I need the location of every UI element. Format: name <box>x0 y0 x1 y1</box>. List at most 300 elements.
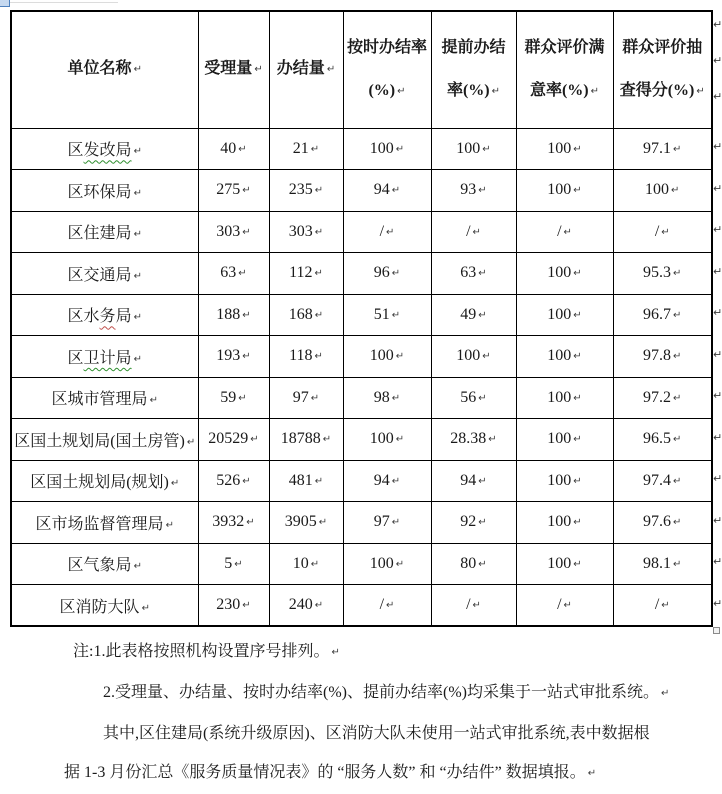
paragraph-mark: ↵ <box>310 558 320 570</box>
column-header-line: 按时办结率 <box>346 38 427 56</box>
cell-early-rate <box>431 377 516 419</box>
table-row <box>11 460 712 502</box>
paragraph-mark: ↵ <box>573 143 582 155</box>
cell-ontime-rate <box>343 294 431 336</box>
cell-satisfaction <box>516 170 613 212</box>
paragraph-mark: ↵ <box>234 558 243 570</box>
cell-value: 97 <box>373 513 390 531</box>
paragraph-mark: ↵ <box>573 475 582 487</box>
cell-value: 100 <box>547 181 572 199</box>
cell-value: 100 <box>547 264 572 282</box>
paragraph-mark: ↵ <box>478 268 487 280</box>
paragraph-mark: ↵ <box>713 513 722 527</box>
column-header-unit-name <box>11 11 198 128</box>
unit-name-text: 区国土规划局(国土房管) <box>14 432 185 450</box>
column-header-line: 群众评价抽 <box>622 38 703 56</box>
cell-ontime-rate <box>343 170 431 212</box>
cell-accepted <box>198 377 269 419</box>
cell-value: 193 <box>216 347 241 365</box>
cell-value: 92 <box>460 513 477 531</box>
paragraph-mark: ↵ <box>696 85 705 97</box>
cell-early-rate <box>431 294 516 336</box>
column-header-completed <box>269 11 343 128</box>
table-row <box>11 502 712 544</box>
unit-name-text: 发改局 <box>83 142 132 160</box>
paragraph-mark: ↵ <box>488 434 497 446</box>
paragraph-mark: ↵ <box>326 64 336 76</box>
cell-value: 481 <box>288 471 313 489</box>
paragraph-mark: ↵ <box>482 351 491 363</box>
cell-value: 97.1 <box>643 139 672 157</box>
unit-name-text: 务 <box>99 308 116 326</box>
cell-value: 100 <box>547 347 572 365</box>
unit-name-text: 卫计局 <box>83 349 132 367</box>
column-header-line: 查得分(%) ↵ <box>619 81 705 99</box>
cell-spotcheck-score <box>613 211 712 253</box>
paragraph-mark: ↵ <box>713 181 722 195</box>
paragraph-mark: ↵ <box>587 768 597 779</box>
paragraph-mark: ↵ <box>242 600 251 611</box>
unit-name-text: 区市场监督管理局 <box>35 515 164 533</box>
cell-completed <box>269 460 343 502</box>
paragraph-mark: ↵ <box>713 18 722 31</box>
cell-unit-name <box>11 170 198 212</box>
cell-completed <box>269 419 343 461</box>
cell-early-rate <box>431 170 516 212</box>
paragraph-mark: ↵ <box>661 226 670 238</box>
paragraph-mark: ↵ <box>590 85 600 97</box>
cell-value: 97.6 <box>643 513 672 531</box>
cell-unit-name <box>11 294 198 336</box>
cell-value: 56 <box>460 388 477 406</box>
cell-satisfaction <box>516 502 613 544</box>
paragraph-mark: ↵ <box>149 395 158 407</box>
cell-spotcheck-score <box>613 543 712 585</box>
cell-value: / <box>379 222 385 240</box>
footnote-line <box>0 753 722 794</box>
paragraph-mark: ↵ <box>713 140 722 153</box>
paragraph-mark: ↵ <box>478 309 487 321</box>
paragraph-mark: ↵ <box>713 223 722 236</box>
paragraph-mark: ↵ <box>573 351 582 363</box>
cell-accepted <box>198 543 269 585</box>
unit-name-text: 区 <box>67 142 84 160</box>
cell-value: 97 <box>292 388 309 406</box>
paragraph-mark: ↵ <box>673 517 682 529</box>
column-header-line: 单位名称 ↵ <box>67 60 142 78</box>
paragraph-mark: ↵ <box>238 392 247 404</box>
paragraph-mark: ↵ <box>322 434 332 446</box>
cell-value: 100 <box>369 139 394 157</box>
paragraph-mark: ↵ <box>395 434 405 446</box>
cell-completed <box>269 543 343 585</box>
paragraph-mark: ↵ <box>314 475 324 487</box>
cell-value: / <box>557 222 562 240</box>
cell-satisfaction <box>516 419 613 461</box>
cell-ontime-rate <box>343 502 431 544</box>
cell-value: 100 <box>369 430 394 448</box>
cell-accepted <box>198 253 269 295</box>
cell-unit-name <box>11 377 198 419</box>
column-header-line: (%) ↵ <box>368 81 406 99</box>
cell-unit-name <box>11 585 198 627</box>
cell-accepted <box>198 211 269 253</box>
unit-name-text: 局 <box>115 308 132 326</box>
cell-accepted <box>198 128 269 170</box>
cell-satisfaction <box>516 211 613 253</box>
cell-early-rate <box>431 128 516 170</box>
cell-value: 94 <box>373 181 390 199</box>
paragraph-mark: ↵ <box>573 309 582 321</box>
cell-unit-name <box>11 460 198 502</box>
table-row <box>11 377 712 419</box>
table-row <box>11 294 712 336</box>
paragraph-mark: ↵ <box>391 268 401 280</box>
column-header-line: 群众评价满 <box>524 38 605 56</box>
paragraph-mark: ↵ <box>673 351 682 363</box>
paragraph-mark: ↵ <box>673 392 682 404</box>
paragraph-mark: ↵ <box>133 270 142 282</box>
cell-value: 100 <box>547 430 572 448</box>
cell-spotcheck-score <box>613 253 712 295</box>
cell-completed <box>269 128 343 170</box>
cell-completed <box>269 336 343 378</box>
cell-value: 112 <box>289 264 313 282</box>
cell-unit-name <box>11 211 198 253</box>
paragraph-mark: ↵ <box>395 558 405 570</box>
paragraph-mark: ↵ <box>310 392 320 404</box>
paragraph-mark: ↵ <box>242 309 251 321</box>
cell-early-rate <box>431 211 516 253</box>
column-header-line: 提前办结 <box>441 38 506 56</box>
paragraph-mark: ↵ <box>391 309 401 321</box>
paragraph-mark: ↵ <box>242 475 251 487</box>
table-row <box>11 419 712 461</box>
cell-value: 275 <box>216 181 241 199</box>
cell-completed <box>269 585 343 627</box>
cell-value: / <box>557 596 562 613</box>
paragraph-mark: ↵ <box>713 555 722 568</box>
cell-value: 20529 <box>208 430 249 448</box>
paragraph-mark: ↵ <box>472 226 481 238</box>
paragraph-mark: ↵ <box>238 268 247 280</box>
table-header-row <box>11 11 712 128</box>
footnote-text: 据 1-3 月份汇总《服务质量情况表》的 “服务人数” 和 “办结件” 数据填报。 <box>64 764 586 781</box>
cell-completed <box>269 294 343 336</box>
table-row <box>11 128 712 170</box>
paragraph-mark: ↵ <box>713 54 722 67</box>
cell-completed <box>269 377 343 419</box>
cell-value: / <box>466 222 471 240</box>
unit-name-text: 区水 <box>67 308 100 326</box>
cell-value: 100 <box>369 347 394 365</box>
cell-spotcheck-score <box>613 128 712 170</box>
cell-satisfaction <box>516 128 613 170</box>
paragraph-mark: ↵ <box>246 517 255 529</box>
paragraph-mark: ↵ <box>478 185 487 197</box>
cell-satisfaction <box>516 253 613 295</box>
paragraph-mark: ↵ <box>386 226 395 238</box>
unit-name-text: 区环保局 <box>67 183 132 201</box>
table-row <box>11 336 712 378</box>
column-header-line: 率(%) ↵ <box>446 81 501 99</box>
paragraph-mark: ↵ <box>673 268 682 280</box>
cell-completed <box>269 170 343 212</box>
cell-satisfaction <box>516 294 613 336</box>
cell-ontime-rate <box>343 460 431 502</box>
cell-value: 51 <box>373 305 390 323</box>
paragraph-mark: ↵ <box>133 187 142 199</box>
paragraph-mark: ↵ <box>478 517 487 529</box>
cell-value: 95.3 <box>643 264 672 282</box>
paragraph-mark: ↵ <box>314 268 323 280</box>
paragraph-mark: ↵ <box>661 600 670 611</box>
footnote-text: 注:1.此表格按照机构设置序号排列。 <box>73 643 330 660</box>
cell-satisfaction <box>516 460 613 502</box>
footnotes <box>0 632 722 794</box>
cell-accepted <box>198 502 269 544</box>
column-header-line: 受理量 ↵ <box>204 60 263 78</box>
cell-value: 98 <box>373 388 390 406</box>
cell-unit-name <box>11 502 198 544</box>
paragraph-mark: ↵ <box>478 558 487 570</box>
paragraph-mark: ↵ <box>170 478 180 490</box>
column-header-accepted <box>198 11 269 128</box>
table-move-handle-icon[interactable] <box>0 0 10 7</box>
cell-value: 96.5 <box>643 430 672 448</box>
cell-value: 235 <box>288 181 313 199</box>
paragraph-mark: ↵ <box>478 475 487 487</box>
cell-value: 100 <box>456 139 481 157</box>
paragraph-mark: ↵ <box>673 475 682 487</box>
cell-value: 5 <box>224 554 233 572</box>
cell-value: 10 <box>292 554 309 572</box>
cell-value: 100 <box>547 471 572 489</box>
cell-value: 240 <box>288 596 313 613</box>
paragraph-mark: ↵ <box>254 64 263 76</box>
paragraph-mark: ↵ <box>165 519 174 531</box>
cell-value: / <box>654 222 660 240</box>
cell-completed <box>269 211 343 253</box>
paragraph-mark: ↵ <box>314 226 324 238</box>
paragraph-mark: ↵ <box>133 229 142 241</box>
table-row <box>11 585 712 627</box>
paragraph-mark: ↵ <box>391 185 401 197</box>
table-row <box>11 543 712 585</box>
cell-value: 97.4 <box>643 471 672 489</box>
paragraph-mark: ↵ <box>573 517 582 529</box>
paragraph-mark: ↵ <box>573 268 582 280</box>
paragraph-mark: ↵ <box>133 64 142 76</box>
footnote-line <box>0 632 722 673</box>
cell-value: / <box>654 596 660 613</box>
footnote-text: 其中,区住建局(系统升级原因)、区消防大队未使用一站式审批系统,表中数据根 <box>103 725 650 742</box>
paragraph-mark: ↵ <box>673 309 682 321</box>
cell-value: 100 <box>547 513 572 531</box>
cell-value: 97.2 <box>643 388 672 406</box>
cell-early-rate <box>431 253 516 295</box>
cell-value: 40 <box>220 139 237 157</box>
cell-early-rate <box>431 336 516 378</box>
paragraph-mark: ↵ <box>573 558 582 570</box>
column-header-line: 意率(%) ↵ <box>529 81 600 99</box>
paragraph-mark: ↵ <box>713 472 722 485</box>
paragraph-mark: ↵ <box>391 475 401 487</box>
cell-unit-name <box>11 128 198 170</box>
cell-value: 100 <box>645 181 670 199</box>
unit-name-text: 区交通局 <box>67 266 132 284</box>
paragraph-mark: ↵ <box>660 688 670 699</box>
cell-ontime-rate <box>343 419 431 461</box>
paragraph-mark: ↵ <box>242 226 251 238</box>
cell-ontime-rate <box>343 585 431 627</box>
cell-value: 94 <box>373 471 390 489</box>
cell-value: 96 <box>373 264 390 282</box>
cell-value: 49 <box>460 305 477 323</box>
cell-unit-name <box>11 543 198 585</box>
cell-completed <box>269 502 343 544</box>
paragraph-mark: ↵ <box>314 600 324 611</box>
paragraph-mark: ↵ <box>673 143 682 155</box>
paragraph-mark: ↵ <box>573 392 582 404</box>
column-header-satisfaction <box>516 11 613 128</box>
cell-accepted <box>198 585 269 627</box>
unit-name-text: 区 <box>67 349 84 367</box>
cell-value: 168 <box>288 305 313 323</box>
cell-accepted <box>198 336 269 378</box>
cell-completed <box>269 253 343 295</box>
cell-value: 80 <box>460 554 477 572</box>
paragraph-mark: ↵ <box>713 596 722 610</box>
paragraph-mark: ↵ <box>310 143 320 155</box>
paragraph-mark: ↵ <box>133 561 142 573</box>
paragraph-mark: ↵ <box>478 392 487 404</box>
cell-value: 63 <box>460 264 477 282</box>
cell-value: 100 <box>369 554 394 572</box>
paragraph-mark: ↵ <box>242 185 251 197</box>
cell-value: 97.8 <box>643 347 672 365</box>
table-row <box>11 170 712 212</box>
cell-ontime-rate <box>343 377 431 419</box>
column-header-spotcheck-score <box>613 11 712 128</box>
cell-early-rate <box>431 543 516 585</box>
cell-spotcheck-score <box>613 585 712 627</box>
cell-value: 93 <box>460 181 477 199</box>
cell-value: 3932 <box>212 513 245 531</box>
cell-early-rate <box>431 419 516 461</box>
paragraph-mark: ↵ <box>472 600 481 611</box>
column-header-line: 办结量 ↵ <box>276 60 336 78</box>
cell-spotcheck-score <box>613 419 712 461</box>
cell-value: 59 <box>220 388 237 406</box>
cell-value: 100 <box>547 305 572 323</box>
paragraph-mark: ↵ <box>133 353 142 365</box>
cell-value: 96.7 <box>643 305 672 323</box>
cell-early-rate <box>431 502 516 544</box>
service-quality-table <box>10 10 713 627</box>
cell-spotcheck-score <box>613 460 712 502</box>
paragraph-mark: ↵ <box>713 264 722 278</box>
footnote-line <box>0 714 722 753</box>
cell-value: 526 <box>216 471 241 489</box>
cell-value: 3905 <box>284 513 317 531</box>
cell-ontime-rate <box>343 211 431 253</box>
cell-value: / <box>466 596 471 613</box>
cell-accepted <box>198 419 269 461</box>
paragraph-mark: ↵ <box>238 143 247 155</box>
cell-satisfaction <box>516 377 613 419</box>
cell-ontime-rate <box>343 543 431 585</box>
cell-early-rate <box>431 460 516 502</box>
cell-ontime-rate <box>343 336 431 378</box>
cell-satisfaction <box>516 543 613 585</box>
paragraph-mark: ↵ <box>573 434 582 446</box>
paragraph-mark: ↵ <box>186 436 196 448</box>
table-row <box>11 253 712 295</box>
paragraph-mark: ↵ <box>391 517 401 529</box>
column-header-early-rate <box>431 11 516 128</box>
paragraph-mark: ↵ <box>397 85 406 97</box>
cell-value: / <box>379 596 385 613</box>
cell-unit-name <box>11 336 198 378</box>
cell-ontime-rate <box>343 128 431 170</box>
cell-value: 303 <box>288 222 313 240</box>
paragraph-mark: ↵ <box>395 351 405 363</box>
paragraph-mark: ↵ <box>713 347 722 361</box>
paragraph-mark: ↵ <box>713 430 722 444</box>
canvas-top-line <box>0 2 118 3</box>
cell-value: 230 <box>216 596 241 613</box>
cell-value: 188 <box>216 305 241 323</box>
cell-satisfaction <box>516 585 613 627</box>
cell-satisfaction <box>516 336 613 378</box>
paragraph-mark: ↵ <box>563 600 572 611</box>
cell-value: 94 <box>460 471 477 489</box>
paragraph-mark: ↵ <box>673 434 682 446</box>
footnote-text: 2.受理量、办结量、按时办结率(%)、提前办结率(%)均采集于一站式审批系统。 <box>103 684 659 701</box>
paragraph-mark: ↵ <box>573 185 582 197</box>
paragraph-mark: ↵ <box>386 600 395 611</box>
unit-name-text: 区国土规划局(规划) <box>30 474 169 492</box>
paragraph-mark: ↵ <box>671 185 680 197</box>
cell-unit-name <box>11 253 198 295</box>
table-row <box>11 211 712 253</box>
cell-spotcheck-score <box>613 294 712 336</box>
cell-value: 118 <box>289 347 313 365</box>
cell-spotcheck-score <box>613 170 712 212</box>
cell-value: 100 <box>547 388 572 406</box>
paragraph-mark: ↵ <box>482 143 491 155</box>
cell-value: 303 <box>216 222 241 240</box>
paragraph-mark: ↵ <box>491 85 501 97</box>
cell-spotcheck-score <box>613 336 712 378</box>
paragraph-mark: ↵ <box>314 309 324 321</box>
paragraph-mark: ↵ <box>673 558 682 570</box>
cell-value: 28.38 <box>450 430 487 448</box>
paragraph-mark: ↵ <box>391 392 401 404</box>
unit-name-text: 区消防大队 <box>59 598 140 616</box>
paragraph-mark: ↵ <box>713 90 722 103</box>
cell-accepted <box>198 170 269 212</box>
paragraph-mark: ↵ <box>242 351 251 363</box>
column-header-ontime-rate <box>343 11 431 128</box>
paragraph-mark: ↵ <box>133 312 142 324</box>
paragraph-mark: ↵ <box>395 143 405 155</box>
cell-value: 21 <box>292 139 309 157</box>
footnote-line <box>0 673 722 714</box>
paragraph-mark: ↵ <box>250 434 259 446</box>
unit-name-text: 区住建局 <box>67 225 132 243</box>
